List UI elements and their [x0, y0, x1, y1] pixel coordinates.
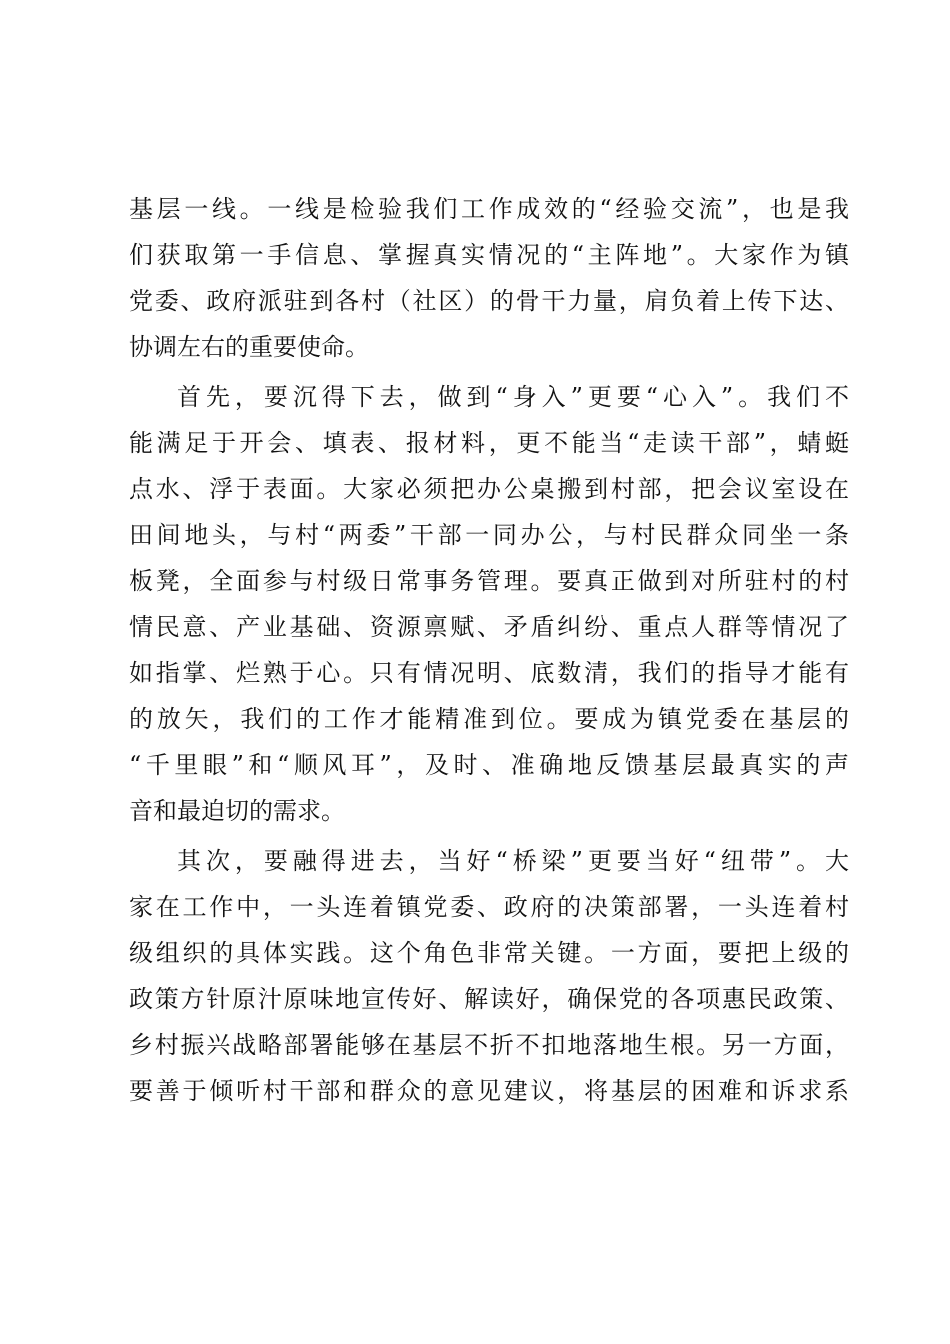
- text-line: 板凳，全面参与村级日常事务管理。要真正做到对所驻村的村: [129, 567, 849, 595]
- text-line: 级组织的具体实践。这个角色非常关键。一方面，要把上级的: [129, 939, 849, 967]
- text-line: “千里眼”和“顺风耳”，及时、准确地反馈基层最真实的声: [129, 751, 849, 779]
- text-line: 们获取第一手信息、掌握真实情况的“主阵地”。大家作为镇: [129, 241, 849, 269]
- paragraph-2: [129, 374, 849, 834]
- text-line: 党委、政府派驻到各村（社区）的骨干力量，肩负着上传下达、: [129, 287, 849, 315]
- text-line: 能满足于开会、填表、报材料，更不能当“走读干部”，蜻蜓: [129, 429, 849, 457]
- text-line: 其次，要融得进去，当好“桥梁”更要当好“纽带”。大: [177, 847, 849, 875]
- text-line: 音和最迫切的需求。: [129, 797, 345, 825]
- text-line: 乡村振兴战略部署能够在基层不折不扣地落地生根。另一方面，: [129, 1031, 849, 1059]
- text-line: 基层一线。一线是检验我们工作成效的“经验交流”，也是我: [129, 195, 849, 223]
- text-line: 如指掌、烂熟于心。只有情况明、底数清，我们的指导才能有: [129, 659, 849, 687]
- text-line: 点水、浮于表面。大家必须把办公桌搬到村部，把会议室设在: [129, 475, 849, 503]
- paragraph-3: [129, 838, 849, 1114]
- text-line: 田间地头，与村“两委”干部一同办公，与村民群众同坐一条: [129, 521, 849, 549]
- text-line: 家在工作中，一头连着镇党委、政府的决策部署，一头连着村: [129, 893, 849, 921]
- document-body: [129, 186, 849, 1114]
- text-line: 首先，要沉得下去，做到“身入”更要“心入”。我们不: [177, 383, 849, 411]
- text-line: 的放矢，我们的工作才能精准到位。要成为镇党委在基层的: [129, 705, 849, 733]
- text-line: 要善于倾听村干部和群众的意见建议，将基层的困难和诉求系: [129, 1077, 849, 1105]
- paragraph-1: [129, 186, 849, 370]
- text-line: 情民意、产业基础、资源禀赋、矛盾纠纷、重点人群等情况了: [129, 613, 849, 641]
- text-line: 政策方针原汁原味地宣传好、解读好，确保党的各项惠民政策、: [129, 985, 849, 1013]
- text-line: 协调左右的重要使命。: [129, 333, 369, 361]
